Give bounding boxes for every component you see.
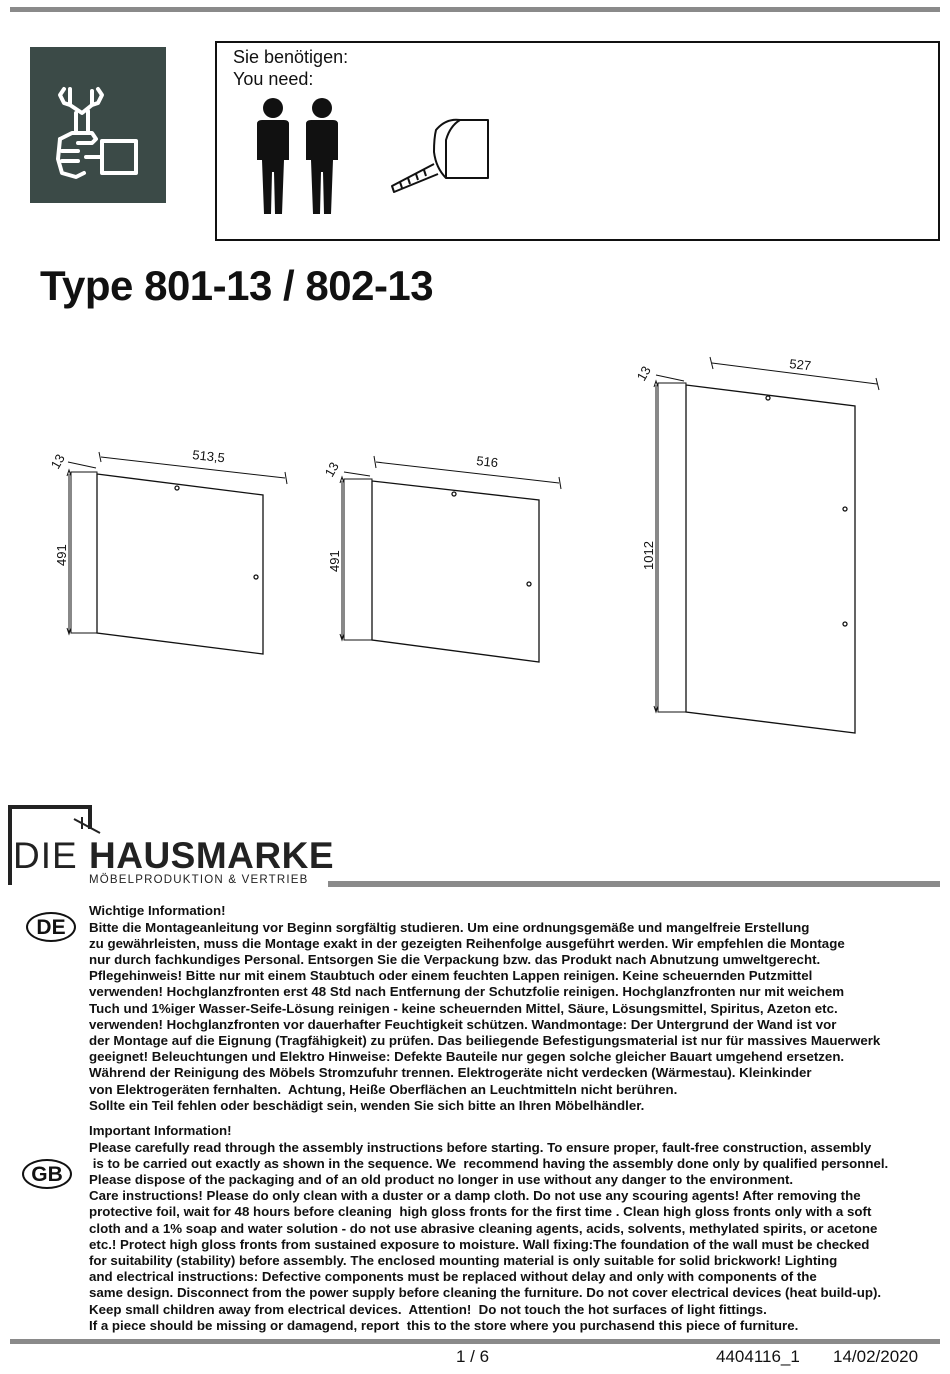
de-heading: Wichtige Information! xyxy=(89,903,226,918)
doc-date: 14/02/2020 xyxy=(833,1347,919,1366)
doc-number: 4404116_1 xyxy=(716,1347,800,1366)
page-number: 1 / 6 xyxy=(456,1347,490,1366)
lang-badge-de: DE xyxy=(26,912,76,942)
de-text-line: von Elektrogeräten fernhalten. Achtung, Heiße Oberflächen an Leuchtmitteln nicht berühren. xyxy=(89,1081,678,1097)
gb-text-line: Care instructions! Please do only clean with a duster or a damp cloth. Do not use any scouring agents! After removing the xyxy=(89,1188,861,1204)
de-text-line: der Montage auf die Eignung (Tragfähigkeit) zu prüfen. Das beiliegende Befestigungsmaterial ist nur für massives Mauerwerk xyxy=(89,1032,881,1048)
de-text-line: geeignet! Beleuchtungen und Elektro Hinweise: Defekte Bauteile nur gegen solche gleicher Bauart umgehend ersetzen. xyxy=(89,1049,845,1065)
panel-3-width: 527 xyxy=(788,356,812,374)
footer-rule xyxy=(10,1339,940,1344)
tool-box xyxy=(30,47,166,203)
gb-text-line: etc.! Protect high gloss fronts from sustained exposure to moisture. Wall fixing:The foundation of the wall must be checked xyxy=(89,1236,870,1252)
panel-2-height: 491 xyxy=(327,550,342,572)
gb-text-line: for suitability (stability) before assembly. The enclosed mounting material is only suitable for solid brickwork! Lighting xyxy=(89,1252,838,1268)
gb-text-line: is to be carried out exactly as shown in the sequence. We recommend having the assembly done only by qualified personnel. xyxy=(89,1155,889,1171)
panel-3-height: 1012 xyxy=(641,541,656,570)
gb-text-line: cloth and a 1% soap and water solution - do not use abrasive cleaning agents, acids, solvents, methylated spirits, or acetone xyxy=(89,1220,878,1236)
de-text-line: Tuch und 1%iger Wasser-Seife-Lösung reinigen - keine scheuernden Mittel, Säure, Lösungsmittel, Spiritus, Azeton etc. xyxy=(89,1000,838,1016)
panel-1-height: 491 xyxy=(54,544,69,566)
de-text-line: Sollte ein Teil fehlen oder beschädigt sein, wenden Sie sich bitte an Ihren Möbelhändler. xyxy=(89,1097,645,1113)
panel-dimensions-diagram xyxy=(0,340,950,760)
panel-1-width: 513,5 xyxy=(191,447,226,466)
de-text-line: verwenden! Hochglanzfronten erst 48 Std nach Entfernung der Schutzfolie reinigen. Hochglanzfronten nur mit weichem xyxy=(89,984,845,1000)
top-rule xyxy=(10,7,940,12)
de-text-line: verwenden! Hochglanzfronten vor dauerhafter Feuchtigkeit schützen. Wandmontage: Der Untergrund der Wand ist vor xyxy=(89,1016,837,1032)
page-title: Type 801-13 / 802-13 xyxy=(40,262,434,309)
gb-heading: Important Information! xyxy=(89,1123,232,1138)
de-text-line: Pflegehinweis! Bitte nur mit einem Staubtuch oder einem feuchten Lappen reinigen. Keine scheuernden Putzmittel xyxy=(89,968,813,984)
gb-text-line: protective foil, wait for 48 hours before cleaning high gloss fronts for the first time . Clean high gloss fronts only with a soft xyxy=(89,1204,872,1220)
gb-text-line: Please carefully read through the assembly instructions before starting. To ensure proper, fault-free construction, assembly xyxy=(89,1139,872,1155)
need-label-de: Sie benötigen: xyxy=(233,47,349,67)
two-persons-icon xyxy=(252,96,352,216)
gb-text-line: Please dispose of the packaging and of an old product no longer in use without any danger to the environment. xyxy=(89,1171,794,1187)
panel-2-depth: 13 xyxy=(321,459,342,480)
de-text-line: Bitte die Montageanleitung vor Beginn sorgfältig studieren. Um eine ordnungsgemäße und mangelfreie Erstellung xyxy=(89,919,810,935)
brand-tagline: MÖBELPRODUKTION & VERTRIEB xyxy=(89,874,309,886)
panel-1-drawing xyxy=(67,452,287,654)
de-text-line: nur durch fachkundiges Personal. Entsorgen Sie die Verpackung bzw. das Produkt nach Abnutzung umweltgerecht. xyxy=(89,951,821,967)
brand-rule xyxy=(328,881,940,887)
panel-1-depth: 13 xyxy=(47,451,68,472)
gb-text-line: and electrical instructions: Defective components must be replaced without delay and only with components of the xyxy=(89,1269,817,1285)
wrench-hand-icon xyxy=(30,47,166,203)
panel-2-width: 516 xyxy=(475,453,499,471)
gb-text-line: Keep small children away from electrical devices. Attention! Do not touch the hot surfaces of light fittings. xyxy=(89,1301,767,1317)
brand-die: DIE xyxy=(13,835,78,876)
panel-3-depth: 13 xyxy=(633,363,654,384)
panel-3-drawing xyxy=(654,357,879,733)
gb-text-line: If a piece should be missing or damagend, report this to the store where you purchasend this piece of furniture. xyxy=(89,1317,799,1333)
need-label-en: You need: xyxy=(233,69,314,89)
panel-2-drawing xyxy=(340,456,561,662)
brand-name: HAUSMARKE xyxy=(89,835,334,876)
tape-measure-icon xyxy=(388,116,494,198)
gb-text-line: same design. Disconnect from the power supply before cleaning the furniture. Do not cover electrical devices (heat build-up). xyxy=(89,1285,882,1301)
lang-badge-gb: GB xyxy=(22,1159,72,1189)
de-text-line: zu gewährleisten, muss die Montage exakt in der gezeigten Reihenfolge ausgeführt werden. Wir empfehlen die Montage xyxy=(89,935,845,951)
de-text-line: Während der Reinigung des Möbels Stromzufuhr trennen. Elektrogeräte nicht verdecken (Wärmestau). Kleinkinder xyxy=(89,1065,812,1081)
